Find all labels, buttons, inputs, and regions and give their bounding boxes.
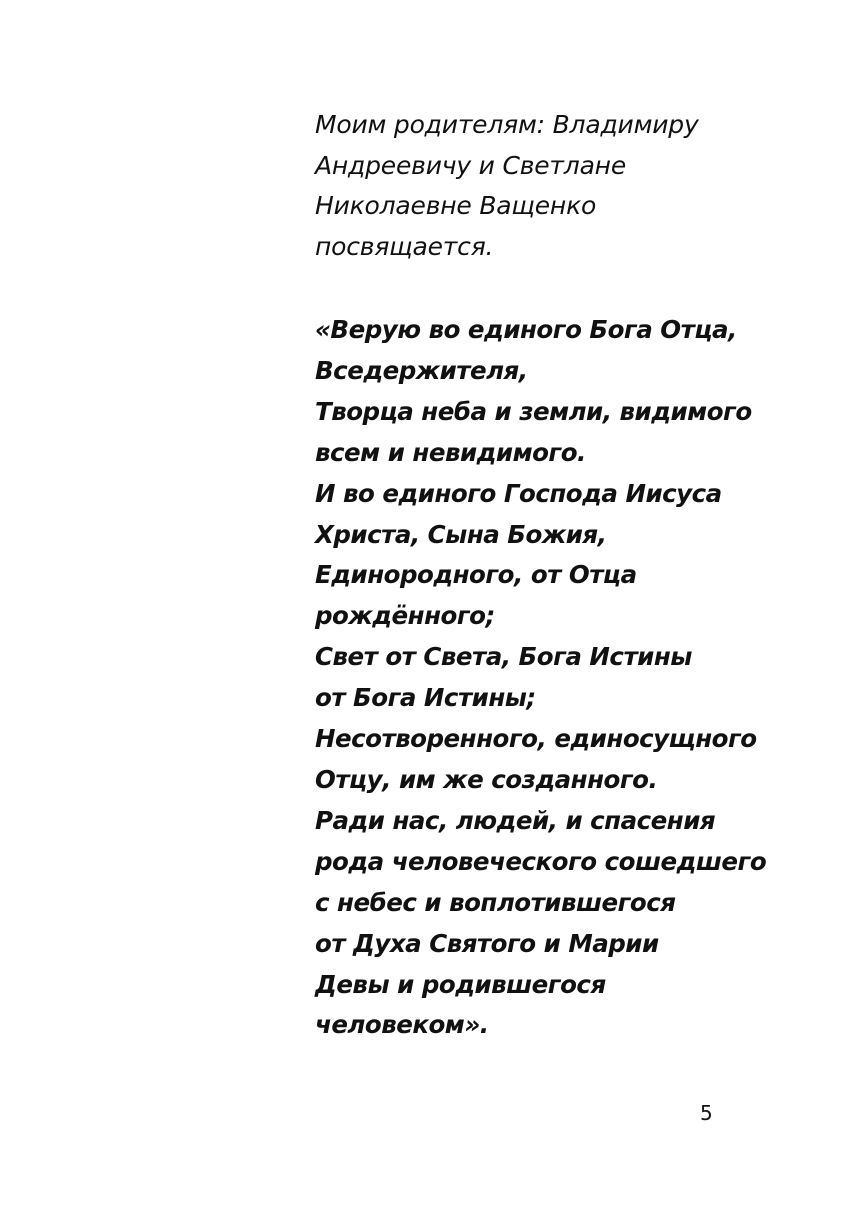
creed-line: Христа, Сына Божия,: [315, 519, 607, 549]
creed-line: с небес и воплотившегося: [315, 887, 676, 917]
dedication-text: [315, 105, 785, 267]
creed-text: [315, 310, 785, 1046]
creed-line: Ради нас, людей, и спасения: [315, 805, 716, 835]
creed-line: всем и невидимого.: [315, 437, 586, 467]
creed-line: рода человеческого сошедшего: [315, 846, 767, 876]
page-number: 5: [700, 1101, 713, 1125]
creed-line: от Духа Святого и Марии: [315, 928, 659, 958]
dedication-line: Николаевне Ващенко: [315, 191, 597, 220]
creed-line: Единородного, от Отца: [315, 560, 637, 590]
creed-line: Творца неба и земли, видимого: [315, 396, 752, 426]
creed-line: рождённого;: [315, 601, 495, 631]
creed-line: И во единого Господа Иисуса: [315, 478, 722, 508]
creed-line: Свет от Света, Бога Истины: [315, 642, 692, 672]
creed-line: Вседержителя,: [315, 355, 528, 385]
dedication-line: Андреевичу и Светлане: [315, 150, 627, 180]
dedication-line: Моим родителям: Владимиру: [315, 110, 699, 139]
creed-line: Отцу, им же созданного.: [315, 764, 658, 794]
creed-line: человеком».: [315, 1010, 489, 1040]
creed-line: «Верую во единого Бога Отца,: [315, 315, 737, 344]
dedication-line: посвящается.: [315, 231, 494, 261]
creed-line: от Бога Истины;: [315, 683, 536, 713]
creed-line: Несотворенного, единосущного: [315, 724, 757, 754]
creed-line: Девы и родившегося: [315, 969, 606, 999]
